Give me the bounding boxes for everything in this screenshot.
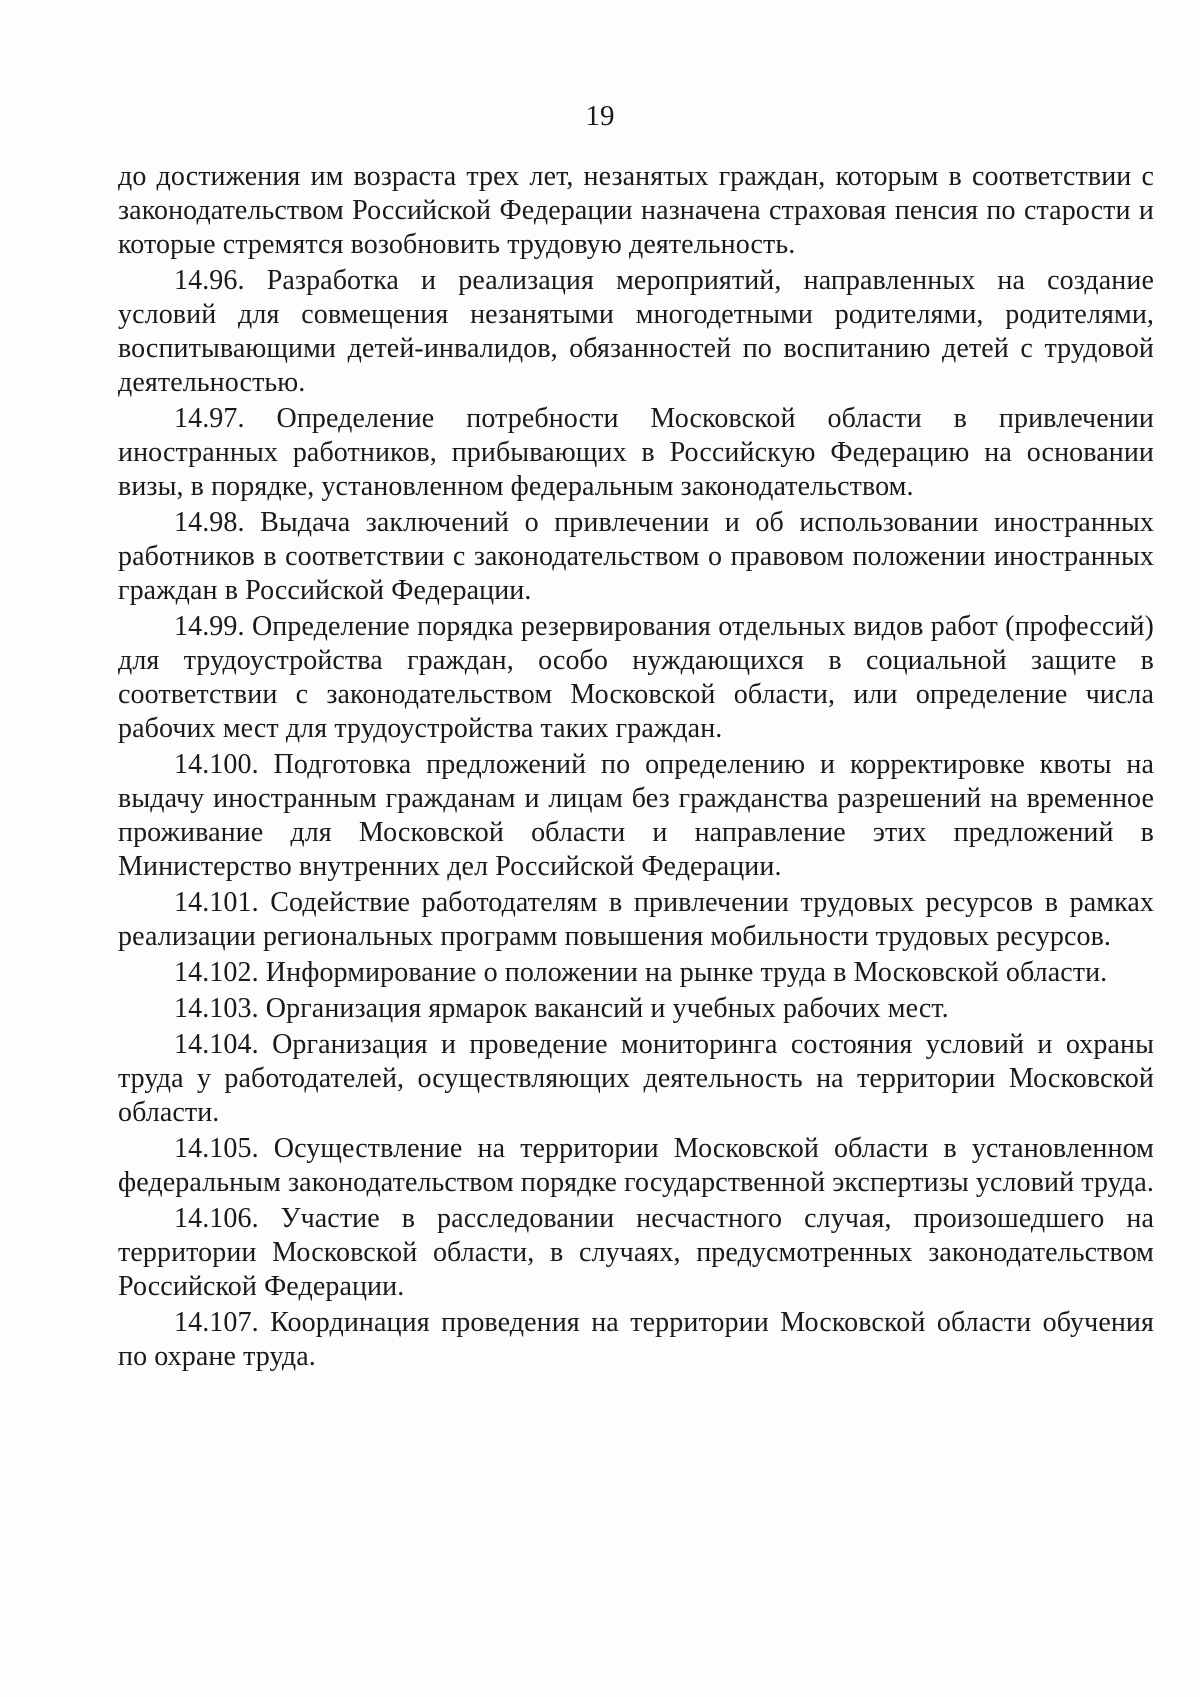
document-body <box>118 160 1154 1376</box>
clause-14-104: 14.104. Организация и проведение мониторинга состояния условий и охраны труда у работодателей, осуществляющих деятельность на территории Московской области. <box>118 1029 1154 1128</box>
clause-14-103: 14.103. Организация ярмарок вакансий и учебных рабочих мест. <box>174 993 949 1024</box>
page-number: 19 <box>585 100 615 132</box>
clause-14-97: 14.97. Определение потребности Московской области в привлечении иностранных работников, прибывающих в Российскую Федерацию на основании визы, в порядке, установленном федеральным законодательством. <box>118 403 1154 502</box>
clause-14-105: 14.105. Осуществление на территории Московской области в установленном федеральным законодательством порядке государственной экспертизы условий труда. <box>118 1133 1154 1198</box>
clause-14-98: 14.98. Выдача заключений о привлечении и об использовании иностранных работников в соответствии с законодательством о правовом положении иностранных граждан в Российской Федерации. <box>118 507 1154 606</box>
clause-14-96: 14.96. Разработка и реализация мероприятий, направленных на создание условий для совмещения незанятыми многодетными родителями, родителями, воспитывающими детей-инвалидов, обязанностей по воспитанию детей с трудовой деятельностью. <box>118 265 1154 398</box>
clause-14-102: 14.102. Информирование о положении на рынке труда в Московской области. <box>174 957 1108 988</box>
clause-14-101: 14.101. Содействие работодателям в привлечении трудовых ресурсов в рамках реализации региональных программ повышения мобильности трудовых ресурсов. <box>118 887 1154 952</box>
clause-14-100: 14.100. Подготовка предложений по определению и корректировке квоты на выдачу иностранным гражданам и лицам без гражданства разрешений на временное проживание для Московской области и направление этих предложений в Министерство внутренних дел Российской Федерации. <box>118 749 1154 882</box>
clause-14-107: 14.107. Координация проведения на территории Московской области обучения по охране труда. <box>118 1307 1154 1372</box>
clause-14-106: 14.106. Участие в расследовании несчастного случая, произошедшего на территории Московской области, в случаях, предусмотренных законодательством Российской Федерации. <box>118 1203 1154 1302</box>
paragraph-continuation: до достижения им возраста трех лет, незанятых граждан, которым в соответствии с законодательством Российской Федерации назначена страховая пенсия по старости и которые стремятся возобновить трудовую деятельность. <box>118 161 1154 260</box>
clause-14-99: 14.99. Определение порядка резервирования отдельных видов работ (профессий) для трудоустройства граждан, особо нуждающихся в социальной защите в соответствии с законодательством Московской области, или определение числа рабочих мест для трудоустройства таких граждан. <box>118 611 1154 744</box>
